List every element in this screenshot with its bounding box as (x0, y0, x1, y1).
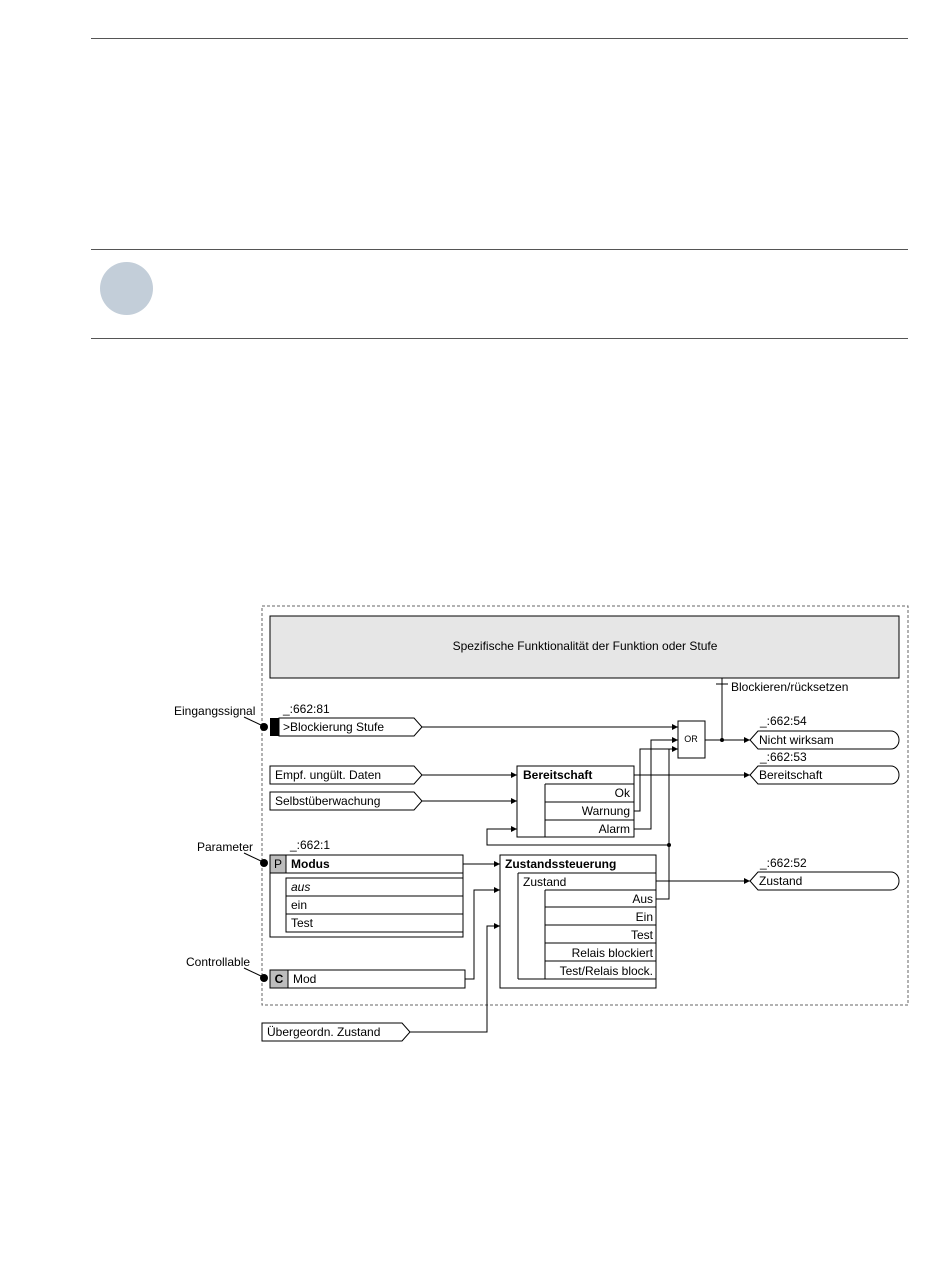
input-signal-label: Eingangssignal (174, 704, 256, 718)
state-control-title: Zustandssteuerung (505, 857, 617, 871)
mode-option-aus: aus (291, 880, 311, 894)
state-row-aus: Aus (632, 892, 653, 906)
mode-option-ein: ein (291, 898, 308, 912)
block-reset-label: Blockieren/rücksetzen (731, 680, 849, 694)
not-effective-label: Nicht wirksam (759, 733, 834, 747)
superordinate-state-label: Übergeordn. Zustand (267, 1025, 381, 1039)
state-output-id: _:662:52 (760, 856, 807, 870)
blocking-input-label: >Blockierung Stufe (283, 720, 385, 734)
mode-param-tag: P (273, 857, 283, 871)
mode-option-test: Test (291, 916, 314, 930)
readiness-output-id: _:662:53 (760, 750, 807, 764)
mode-param-id: _:662:1 (290, 838, 331, 852)
function-block-label: Spezifische Funktionalität der Funktion oder Stufe (452, 639, 718, 653)
blocking-input-marker (270, 718, 279, 736)
parameter-label: Parameter (197, 840, 254, 854)
not-effective-id: _:662:54 (760, 714, 807, 728)
parameter-dot (260, 859, 268, 867)
state-row-test: Test (630, 928, 653, 942)
self-monitoring-label: Selbstüberwachung (275, 794, 381, 808)
controllable-tag: C (274, 972, 284, 986)
controllable-dot (260, 974, 268, 982)
state-row-ein: Ein (635, 910, 653, 924)
state-control-state: Zustand (523, 875, 567, 889)
or-gate-label: OR (684, 734, 698, 744)
readiness-row-warning: Warnung (581, 804, 630, 818)
controllable-name: Mod (293, 972, 317, 986)
readiness-output-label: Bereitschaft (759, 768, 823, 782)
controllable-label: Controllable (186, 955, 251, 969)
readiness-row-ok: Ok (614, 786, 630, 800)
state-row-test-relay-blocked: Test/Relais block. (559, 964, 653, 978)
mode-param-title: Modus (291, 857, 330, 871)
blocking-input-id: _:662:81 (283, 702, 330, 716)
invalid-data-label: Empf. ungült. Daten (275, 768, 382, 782)
readiness-row-alarm: Alarm (598, 822, 630, 836)
state-output-label: Zustand (759, 874, 803, 888)
state-row-relay-blocked: Relais blockiert (571, 946, 653, 960)
input-signal-dot (260, 723, 268, 731)
readiness-title: Bereitschaft (523, 768, 593, 782)
